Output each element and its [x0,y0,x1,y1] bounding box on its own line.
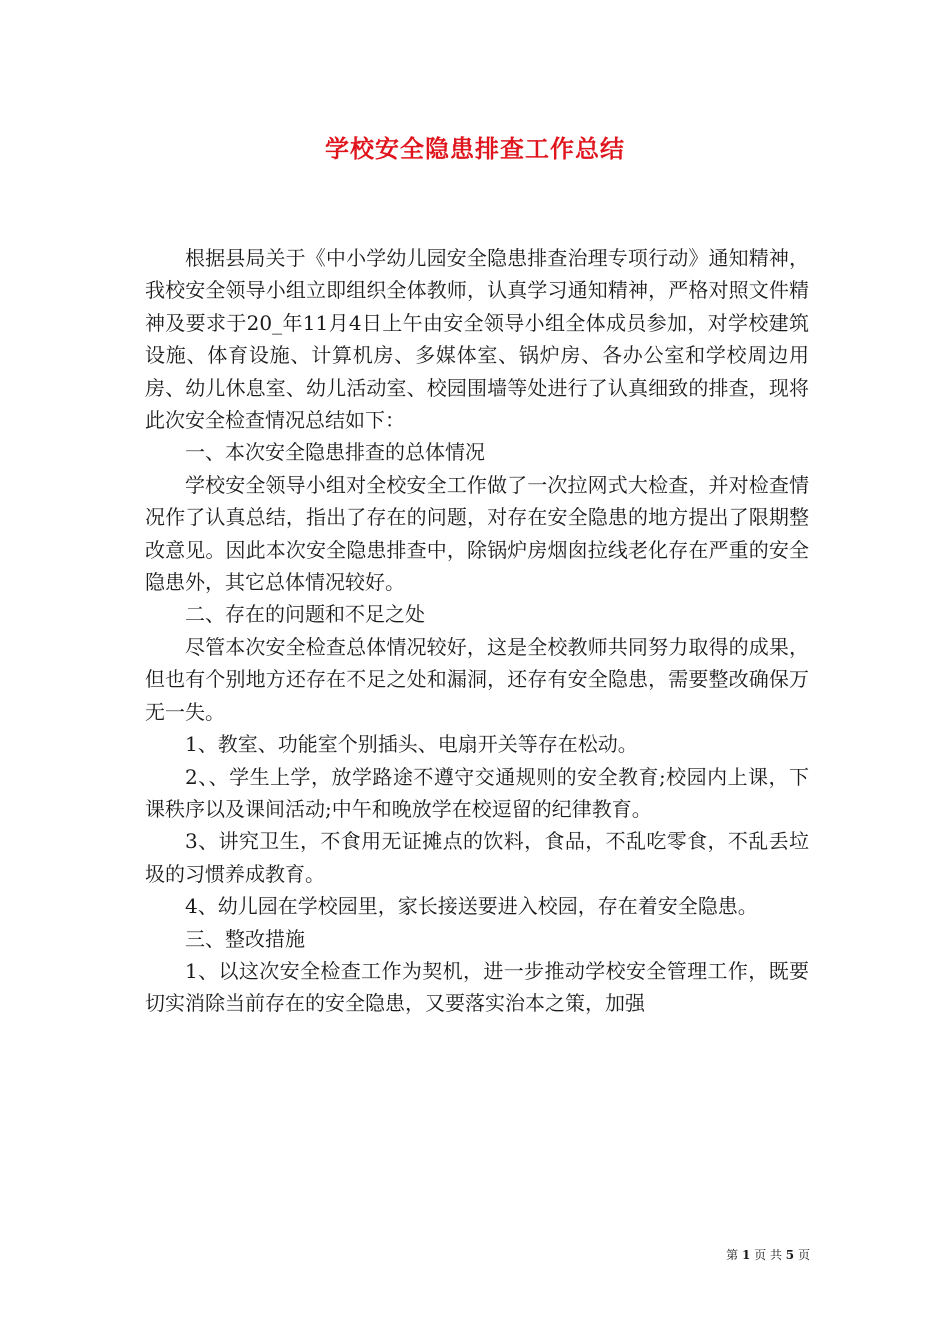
problem-item-3: 3、讲究卫生，不食用无证摊点的饮料，食品，不乱吃零食，不乱丢垃圾的习惯养成教育。 [145,829,809,886]
footer-current-page: 1 [741,1248,751,1262]
problem-item-1: 1、教室、功能室个别插头、电扇开关等存在松动。 [185,732,638,757]
section-heading-overall: 一、本次安全隐患排查的总体情况 [185,440,485,465]
page-number-footer [700,1246,810,1263]
footer-total-pages: 5 [785,1248,795,1262]
footer-middle: 页 共 [754,1248,782,1262]
section-heading-measures: 三、整改措施 [185,926,305,951]
problems-paragraph: 尽管本次安全检查总体情况较好，这是全校教师共同努力取得的成果，但也有个别地方还存在不足之处和漏洞，还存有安全隐患，需要整改确保万无一失。 [145,634,809,724]
problem-item-4: 4、幼儿园在学校园里，家长接送要进入校园，存在着安全隐患。 [185,894,758,919]
document-body [145,242,809,1020]
overall-paragraph: 学校安全领导小组对全校安全工作做了一次拉网式大检查，并对检查情况作了认真总结，指出了存在的问题，对存在安全隐患的地方提出了限期整改意见。因此本次安全隐患排查中，除锅炉房烟囱拉线老化存在严重的安全隐患外，其它总体情况较好。 [145,472,809,595]
measure-item-1: 1、以这次安全检查工作为契机，进一步推动学校安全管理工作，既要切实消除当前存在的安全隐患，又要落实治本之策，加强 [145,958,809,1016]
section-heading-problems: 二、存在的问题和不足之处 [185,602,425,627]
intro-paragraph: 根据县局关于《中小学幼儿园安全隐患排查治理专项行动》通知精神，我校安全领导小组立即组织全体教师，认真学习通知精神，严格对照文件精神及要求于20_年11月4日上午由安全领导小组全体成员参加，对学校建筑设施、体育设施、计算机房、多媒体室、锅炉房、各办公室和学校周边用房、幼儿休息室、幼儿活动室、校园围墙等处进行了认真细致的排查，现将此次安全检查情况总结如下： [145,246,809,433]
problem-item-2: 2、、学生上学，放学路途不遵守交通规则的安全教育;校园内上课，下课秩序以及课间活动;中午和晚放学在校逗留的纪律教育。 [145,764,809,821]
footer-suffix: 页 [797,1248,810,1262]
document-title: 学校安全隐患排查工作总结 [325,134,625,163]
footer-prefix: 第 [726,1248,739,1262]
